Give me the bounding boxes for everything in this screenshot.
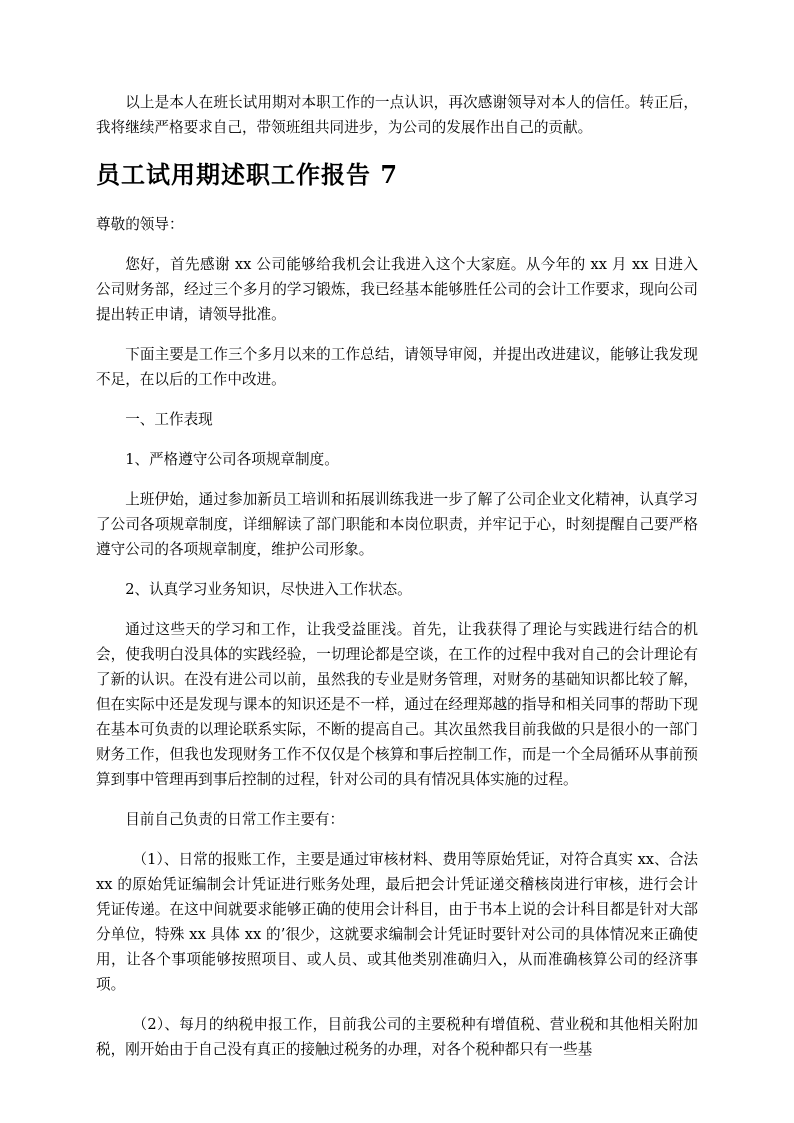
paragraph-learning: 通过这些天的学习和工作，让我受益匪浅。首先，让我获得了理论与实践进行结合的机会，使我明白没具体的实践经验，一切理论都是空谈，在工作的过程中我对自己的会计理论有了新的认识。在没有进公司以前，虽然我的专业是财务管理，对财务的基础知识都比较了解，但在实际中还是发现与课本的知识还是不一样，通过在经理郑越的指导和相关同事的帮助下现在基本可负责的以理论联系实际，不断的提高自己。其次虽然我目前我做的只是很小的一部门财务工作，但我也发现财务工作不仅仅是个核算和事后控制工作，而是一个全局循环从事前预算到事中管理再到事后控制的过程，针对公司的具有情况具体实施的过程。	[96, 621, 698, 788]
list-item-tax-filing: （2）、每月的纳税申报工作，目前我公司的主要税种有增值税、营业税和其他相关附加税，刚开始由于自己没有真正的接触过税务的办理，对各个税种都只有一些基	[96, 1016, 698, 1058]
report-heading: 员工试用期述职工作报告 7	[96, 160, 399, 189]
subsection-heading-rules: 1、严格遵守公司各项规章制度。	[125, 451, 339, 468]
salutation: 尊敬的领导：	[96, 216, 184, 233]
paragraph-summary-intro: 下面主要是工作三个多月以来的工作总结，请领导审阅，并提出改进建议，能够让我发现不足，在以后的工作中改进。	[96, 346, 698, 388]
paragraph-daily-work-intro: 目前自己负责的日常工作主要有：	[125, 811, 345, 828]
subsection-heading-learning: 2、认真学习业务知识，尽快进入工作状态。	[125, 581, 412, 598]
paragraph-rules: 上班伊始，通过参加新员工培训和拓展训练我进一步了解了公司企业文化精神，认真学习了公司各项规章制度，详细解读了部门职能和本岗位职责，并牢记于心，时刻提醒自己要严格遵守公司的各项规章制度，维护公司形象。	[96, 491, 698, 558]
section-heading-work-performance: 一、工作表现	[125, 411, 213, 428]
intro-paragraph: 以上是本人在班长试用期对本职工作的一点认识，再次感谢领导对本人的信任。转正后，我将继续严格要求自己，带领班组共同进步，为公司的发展作出自己的贡献。	[96, 94, 698, 136]
list-item-reimbursement: （1）、日常的报账工作，主要是通过审核材料、费用等原始凭证，对符合真实 xx、合法 xx 的原始凭证编制会计凭证进行账务处理，最后把会计凭证递交稽核岗进行审核，进行会计凭证传递。在这中间就要求能够正确的使用会计科目，由于书本上说的会计科目都是针对大部分单位，特殊 xx 具体 xx 的’很少，这就要求编制会计凭证时要针对公司的具体情况来正确使用，让各个事项能够按照项目、或人员、或其他类别准确归入，从而准确核算公司的经济事项。	[96, 851, 698, 993]
document-page	[96, 90, 698, 1077]
paragraph-greeting: 您好，首先感谢 xx 公司能够给我机会让我进入这个大家庭。从今年的 xx 月 xx 日进入公司财务部，经过三个多月的学习锻炼，我已经基本能够胜任公司的会计工作要求，现向公司提出转正申请，请领导批准。	[96, 256, 698, 323]
